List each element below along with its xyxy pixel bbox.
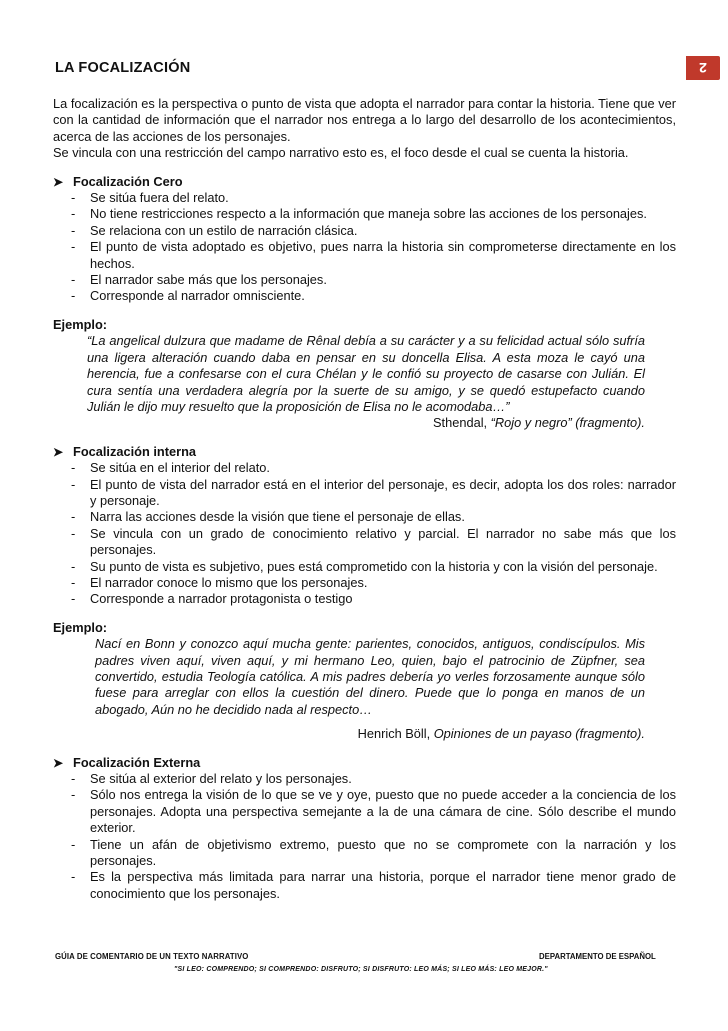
list-item: - Su punto de vista es subjetivo, pues está comprometido con la historia y con la visión del personaje. [71,558,658,574]
page-number-badge: 2 [686,56,720,80]
list-item: - Corresponde a narrador protagonista o testigo [71,591,353,607]
example-label: Ejemplo: [53,316,108,332]
list-item: - El narrador sabe más que los personajes. [71,272,327,288]
intro-paragraph-1: La focalización es la perspectiva o punto de vista que adopta el narrador para contar la historia. Tiene que ver con la cantidad de información que el narrador nos entrega a lo largo del desarrollo de los acontecimientos, acerca de las acciones de los personajes. [53,96,676,144]
section-heading-text: Focalización interna [73,443,197,459]
list-item: - El punto de vista del narrador está en el interior del personaje, es decir, adopta los dos roles: narrador y personaje. [71,476,676,508]
section-heading-text: Focalización Cero [73,173,183,189]
example-source: Henrich Böll, Opiniones de un payaso (fragmento). [357,726,645,742]
example-source: Sthendal, “Rojo y negro” (fragmento). [433,415,645,431]
list-item: - Narra las acciones desde la visión que tiene el personaje de ellas. [71,509,465,525]
footer-motto: "SI LEO: COMPRENDO; SI COMPRENDO: DISFRUTO; SI DISFRUTO: LEO MÁS; SI LEO MÁS: LEO MEJOR." [174,966,548,973]
list-item: - Se sitúa en el interior del relato. [71,460,270,476]
list-item: - El narrador conoce lo mismo que los personajes. [71,574,368,590]
list-item: - Se sitúa al exterior del relato y los personajes. [71,771,352,787]
section-list [53,190,676,305]
footer-department: DEPARTAMENTO DE ESPAÑOL [539,952,656,961]
list-item: - Es la perspectiva más limitada para narrar una historia, porque el narrador tiene menor grado de conocimiento que los personajes. [71,869,676,901]
list-item: - Se relaciona con un estilo de narración clásica. [71,222,358,238]
arrow-bullet-icon: ➤ [53,755,64,770]
section-list [53,460,676,608]
example-label: Ejemplo: [53,619,108,635]
list-item: - Tiene un afán de objetivismo extremo, puesto que no se compromete con la narración y los personajes. [71,836,676,869]
section-heading-text: Focalización Externa [73,754,201,770]
section-heading-focalizacion-interna [53,444,676,460]
list-item: - El punto de vista adoptado es objetivo, pues narra la historia sin comprometerse directamente en los hechos. [71,239,676,271]
list-item: - Corresponde al narrador omnisciente. [71,288,305,304]
intro-paragraph-2: Se vincula con una restricción del campo narrativo esto es, el foco desde el cual se cuenta la historia. [53,145,629,161]
document-body [53,96,676,902]
section-heading-focalizacion-cero [53,174,676,190]
page-title: LA FOCALIZACIÓN [55,60,191,76]
example-quote: Nací en Bonn y conozco aquí mucha gente: parientes, conocidos, antiguos, condiscípulos. Mis padres viven aquí, viven aquí, y mi hermano Leo, quien, bajo el patrocinio de Züpfner, sea convertido, estudia Teología católica. A mis padres debería yo verles forzosamente aunque sólo fuese para arreglar con ellos la cuestión del dinero. Puede que lo ponga en manos de un abogado, Aún no he decidido nada al respecto… [95,636,645,717]
arrow-bullet-icon: ➤ [53,444,64,459]
example-quote: “La angelical dulzura que madame de Rênal debía a su carácter y a su felicidad actual sólo sufría una ligera alteración cuando daba en pensar en su doncella Elisa. A esta moza le cayó una herencia, fue a confesarse con el cura Chélan y le confió su proyecto de casarse con Julián. El cura sentía una verdadera alegría por la suerte de su amigo, y se quedó estupefacto cuando Julián le dijo muy resuelto que la proposición de Elisa no le acomodaba…” [87,333,645,414]
section-list [53,771,676,902]
list-item: - Se vincula con un grado de conocimiento relativo y parcial. El narrador no sabe más que los personajes. [71,525,676,558]
list-item: - Se sitúa fuera del relato. [71,190,229,206]
list-item: - No tiene restricciones respecto a la información que maneja sobre las acciones de los personajes. [71,206,647,222]
list-item: - Sólo nos entrega la visión de lo que se ve y oye, puesto que no puede acceder a la conciencia de los personajes. Adopta una perspectiva semejante a la de una cámara de cine. Sólo describe el mundo exterior. [71,787,676,836]
section-heading-focalizacion-externa [53,755,676,771]
arrow-bullet-icon: ➤ [53,174,64,189]
footer-guide-title: GÚIA DE COMENTARIO DE UN TEXTO NARRATIVO [55,952,249,961]
